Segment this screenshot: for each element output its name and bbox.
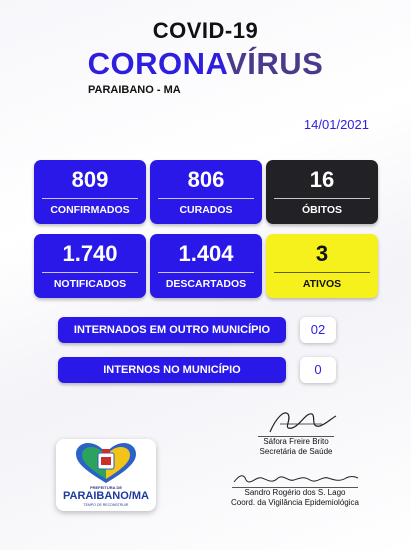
discarded-value: 1.404: [178, 241, 234, 266]
recovered-card: [150, 160, 262, 224]
date-label: 14/01/2021: [303, 117, 369, 132]
active-value: 3: [315, 241, 329, 266]
active-label: ATIVOS: [302, 278, 342, 290]
confirmed-value: 809: [71, 167, 109, 192]
subtitle-part2: VÍRUS: [226, 46, 324, 81]
heart-emblem-icon: [56, 439, 156, 487]
internal-hospitalized-label: INTERNOS NO MUNICÍPIO: [58, 357, 286, 383]
card-divider: [158, 198, 254, 199]
signature-2-icon: [230, 470, 360, 488]
signature-1-icon: [262, 404, 342, 438]
notified-value: 1.740: [62, 241, 118, 266]
deaths-card: [266, 160, 378, 224]
card-divider: [158, 272, 254, 273]
discarded-label: DESCARTADOS: [165, 278, 247, 290]
logo-line2: PARAIBANO/MA: [63, 490, 149, 502]
active-card: [266, 234, 378, 298]
subtitle-part1: CORONA: [87, 46, 227, 81]
signature-1-name: Sáfora Freire Brito: [263, 437, 329, 446]
card-divider: [42, 272, 138, 273]
logo-line3: TEMPO DE RECONSTRUIR: [83, 503, 129, 507]
prefeitura-logo: [56, 439, 156, 511]
signature-1-role: Secretária de Saúde: [259, 447, 333, 456]
external-hospitalized-label: INTERNADOS EM OUTRO MUNICÍPIO: [58, 317, 286, 343]
subtitle: [0, 46, 411, 82]
deaths-value: 16: [309, 167, 335, 192]
signature-2-role: Coord. da Vigilância Epidemiológica: [231, 498, 359, 507]
deaths-label: ÓBITOS: [301, 204, 343, 216]
external-hospitalized-value: 02: [300, 317, 336, 343]
confirmed-label: CONFIRMADOS: [50, 204, 130, 216]
card-divider: [42, 198, 138, 199]
internal-hospitalized-value: 0: [300, 357, 336, 383]
notified-card: [34, 234, 146, 298]
confirmed-card: [34, 160, 146, 224]
location-label: PARAIBANO - MA: [88, 84, 181, 96]
card-divider: [274, 272, 370, 273]
signature-2-name: Sandro Rogério dos S. Lago: [244, 488, 346, 497]
title: COVID-19: [152, 18, 259, 43]
logo-line1: PREFEITURA DE: [89, 485, 123, 490]
notified-label: NOTIFICADOS: [53, 278, 127, 290]
discarded-card: [150, 234, 262, 298]
recovered-label: CURADOS: [179, 204, 233, 216]
recovered-value: 806: [187, 167, 225, 192]
card-divider: [274, 198, 370, 199]
